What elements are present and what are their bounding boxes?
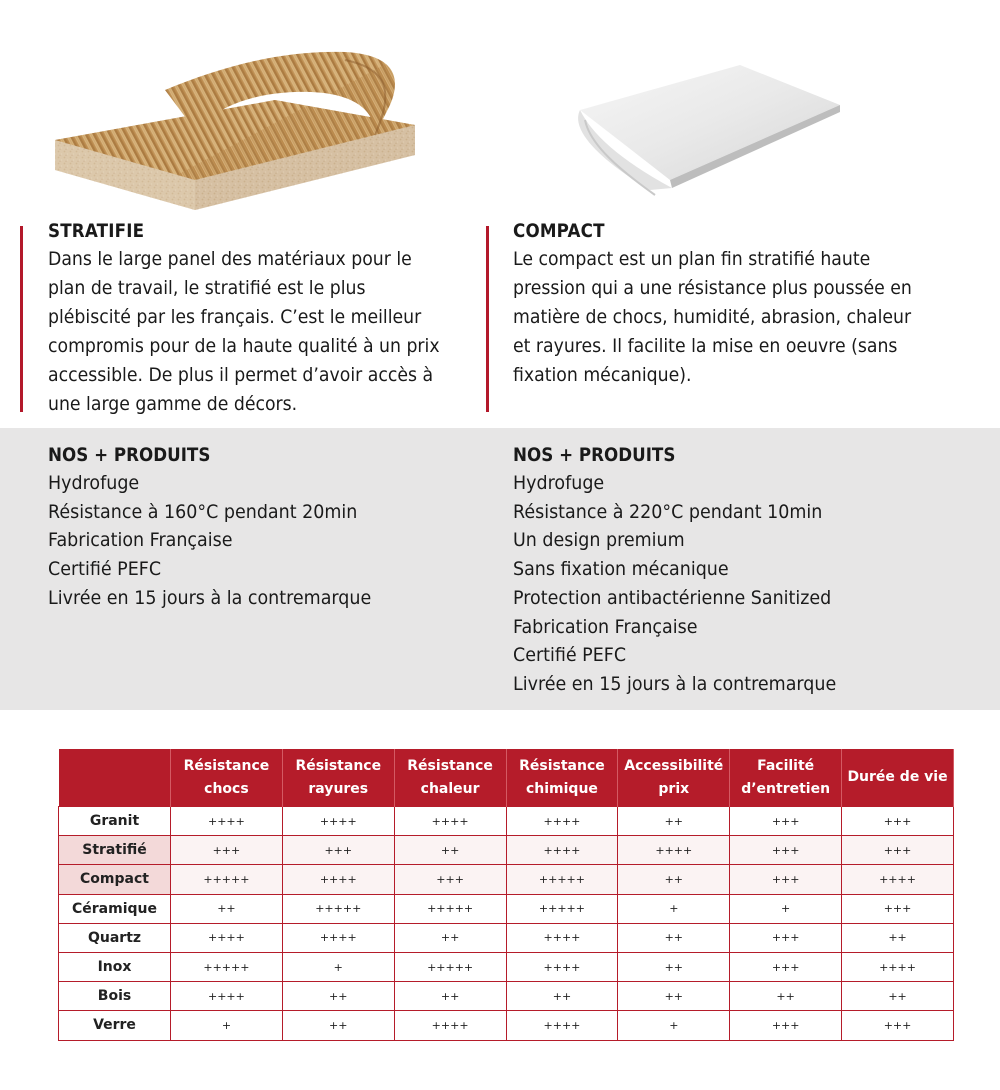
feature-item: Un design premium bbox=[513, 529, 685, 552]
features-title: NOS + PRODUITS bbox=[48, 444, 211, 466]
feature-item: Certifié PEFC bbox=[513, 644, 627, 667]
row-label: Granit bbox=[59, 807, 171, 836]
feature-item: Sans fixation mécanique bbox=[513, 558, 729, 581]
description-line: Le compact est un plan fin stratifié haute bbox=[513, 248, 871, 270]
rating-cell: ++ bbox=[171, 894, 283, 923]
rating-cell: ++++ bbox=[506, 1011, 618, 1040]
column-header: Facilité d’entretien bbox=[730, 749, 842, 807]
rating-cell: ++++ bbox=[282, 865, 394, 894]
rating-cell: +++ bbox=[842, 807, 954, 836]
rating-cell: +++ bbox=[730, 865, 842, 894]
row-label: Céramique bbox=[59, 894, 171, 923]
rating-cell: ++ bbox=[618, 982, 730, 1011]
rating-cell: ++++ bbox=[618, 836, 730, 865]
description-line: fixation mécanique). bbox=[513, 364, 692, 386]
rating-cell: +++++ bbox=[394, 952, 506, 981]
column-header: Résistance rayures bbox=[282, 749, 394, 807]
description-line: Dans le large panel des matériaux pour le bbox=[48, 248, 412, 270]
rating-cell: +++ bbox=[730, 923, 842, 952]
row-label: Quartz bbox=[59, 923, 171, 952]
description-line: compromis pour de la haute qualité à un prix bbox=[48, 335, 440, 357]
feature-item: Livrée en 15 jours à la contremarque bbox=[48, 586, 372, 609]
rating-cell: ++ bbox=[842, 982, 954, 1011]
stratifie-description bbox=[48, 245, 476, 419]
rating-cell: +++ bbox=[171, 836, 283, 865]
rating-cell: ++ bbox=[730, 982, 842, 1011]
rating-cell: +++ bbox=[730, 807, 842, 836]
row-label: Compact bbox=[59, 865, 171, 894]
feature-item: Fabrication Française bbox=[48, 529, 233, 552]
stratifie-description-block bbox=[48, 218, 468, 419]
description-line: pression qui a une résistance plus poussée en bbox=[513, 277, 912, 299]
compact-sheet-image bbox=[560, 50, 850, 200]
description-line: plébiscité par les français. C’est le meilleur bbox=[48, 306, 422, 328]
stratifie-board-image bbox=[45, 30, 430, 220]
rating-cell: ++ bbox=[842, 923, 954, 952]
column-header: Résistance chaleur bbox=[394, 749, 506, 807]
feature-item: Certifié PEFC bbox=[48, 558, 162, 581]
rating-cell: ++++ bbox=[506, 807, 618, 836]
table-row bbox=[59, 923, 954, 952]
rating-cell: + bbox=[618, 894, 730, 923]
rating-cell: ++ bbox=[618, 952, 730, 981]
rating-cell: + bbox=[618, 1011, 730, 1040]
description-line: une large gamme de décors. bbox=[48, 393, 298, 415]
rating-cell: ++++ bbox=[282, 807, 394, 836]
row-label: Verre bbox=[59, 1011, 171, 1040]
feature-item: Résistance à 220°C pendant 10min bbox=[513, 500, 823, 523]
table-corner-cell bbox=[59, 749, 171, 807]
rating-cell: +++ bbox=[730, 836, 842, 865]
rating-cell: ++++ bbox=[506, 923, 618, 952]
table-body bbox=[59, 807, 954, 1041]
rating-cell: +++ bbox=[282, 836, 394, 865]
rating-cell: ++++ bbox=[171, 923, 283, 952]
rating-cell: ++++ bbox=[842, 865, 954, 894]
row-label: Bois bbox=[59, 982, 171, 1011]
table-row bbox=[59, 807, 954, 836]
description-line: et rayures. Il facilite la mise en oeuvre (sans bbox=[513, 335, 898, 357]
feature-item: Livrée en 15 jours à la contremarque bbox=[513, 672, 837, 695]
rating-cell: ++ bbox=[394, 923, 506, 952]
feature-item: Protection antibactérienne Sanitized bbox=[513, 586, 832, 609]
feature-item: Résistance à 160°C pendant 20min bbox=[48, 500, 358, 523]
compact-description-block bbox=[513, 218, 963, 390]
table-row bbox=[59, 952, 954, 981]
rating-cell: ++++ bbox=[171, 982, 283, 1011]
table-row bbox=[59, 865, 954, 894]
table-row bbox=[59, 894, 954, 923]
column-header: Accessibilité prix bbox=[618, 749, 730, 807]
rating-cell: +++++ bbox=[171, 952, 283, 981]
rating-cell: ++++ bbox=[506, 836, 618, 865]
row-label: Inox bbox=[59, 952, 171, 981]
rating-cell: ++ bbox=[394, 836, 506, 865]
stratifie-features bbox=[48, 441, 399, 613]
column-header: Résistance chocs bbox=[171, 749, 283, 807]
rating-cell: ++++ bbox=[842, 952, 954, 981]
table-row bbox=[59, 1011, 954, 1040]
rating-cell: ++ bbox=[618, 865, 730, 894]
rating-cell: ++++ bbox=[282, 923, 394, 952]
rating-cell: ++ bbox=[394, 982, 506, 1011]
stratifie-title: STRATIFIE bbox=[48, 220, 145, 242]
rating-cell: +++++ bbox=[171, 865, 283, 894]
rating-cell: ++++ bbox=[171, 807, 283, 836]
row-label: Stratifié bbox=[59, 836, 171, 865]
compact-description bbox=[513, 245, 941, 390]
rating-cell: ++ bbox=[506, 982, 618, 1011]
rating-cell: +++++ bbox=[282, 894, 394, 923]
rating-cell: ++ bbox=[282, 982, 394, 1011]
comparison-table bbox=[58, 749, 954, 1041]
rating-cell: +++ bbox=[842, 1011, 954, 1040]
feature-item: Hydrofuge bbox=[513, 472, 605, 494]
rating-cell: +++ bbox=[842, 894, 954, 923]
accent-bar bbox=[20, 226, 23, 412]
description-line: plan de travail, le stratifié est le plus bbox=[48, 277, 366, 299]
rating-cell: ++ bbox=[618, 923, 730, 952]
rating-cell: +++ bbox=[842, 836, 954, 865]
compact-title: COMPACT bbox=[513, 220, 605, 242]
column-header: Résistance chimique bbox=[506, 749, 618, 807]
accent-bar bbox=[486, 226, 489, 412]
description-line: accessible. De plus il permet d’avoir accès à bbox=[48, 364, 434, 386]
rating-cell: +++++ bbox=[506, 865, 618, 894]
compact-features bbox=[513, 441, 864, 699]
rating-cell: ++++ bbox=[394, 1011, 506, 1040]
table-header-row bbox=[59, 749, 954, 807]
rating-cell: +++ bbox=[394, 865, 506, 894]
rating-cell: + bbox=[171, 1011, 283, 1040]
rating-cell: +++++ bbox=[506, 894, 618, 923]
rating-cell: ++ bbox=[282, 1011, 394, 1040]
column-header: Durée de vie bbox=[842, 749, 954, 807]
rating-cell: ++++ bbox=[506, 952, 618, 981]
description-line: matière de chocs, humidité, abrasion, chaleur bbox=[513, 306, 912, 328]
feature-item: Hydrofuge bbox=[48, 472, 140, 494]
rating-cell: + bbox=[282, 952, 394, 981]
table-row bbox=[59, 836, 954, 865]
rating-cell: ++++ bbox=[394, 807, 506, 836]
table-row bbox=[59, 982, 954, 1011]
rating-cell: + bbox=[730, 894, 842, 923]
feature-item: Fabrication Française bbox=[513, 615, 698, 638]
features-title: NOS + PRODUITS bbox=[513, 444, 676, 466]
rating-cell: ++ bbox=[618, 807, 730, 836]
rating-cell: +++ bbox=[730, 952, 842, 981]
rating-cell: +++++ bbox=[394, 894, 506, 923]
rating-cell: +++ bbox=[730, 1011, 842, 1040]
